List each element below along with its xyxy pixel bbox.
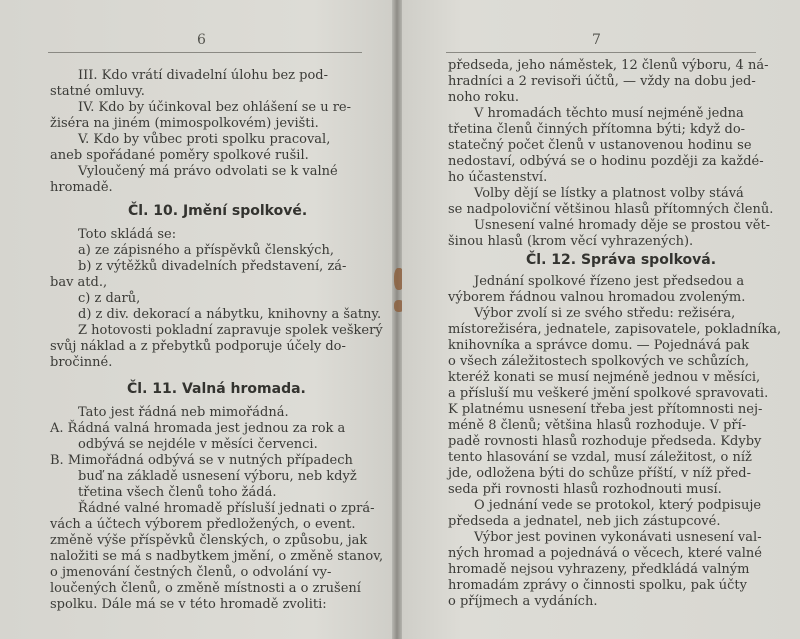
text-line: Výbor jest povinen vykonávati usnesení val- bbox=[474, 530, 762, 545]
text-line: o všech záležitostech spolkových ve schůzích, bbox=[448, 354, 750, 369]
text-line: V. Kdo by vůbec proti spolku pracoval, bbox=[78, 132, 331, 147]
text-line: Usnesení valné hromady děje se prostou vět- bbox=[474, 218, 771, 233]
text-line: jde, odložena býti do schůze příští, v níž před- bbox=[448, 466, 752, 481]
text-line: knihovníka a správce domu. — Pojednává pak bbox=[448, 338, 750, 353]
text-line: Řádné valné hromadě přísluší jednati o zprá- bbox=[78, 501, 375, 516]
text-line: Jednání spolkové řízeno jest předsedou a bbox=[474, 274, 745, 289]
text-line: padě rovnosti hlasů rozhoduje předseda. Kdyby bbox=[448, 434, 762, 449]
text-line: méně 8 členů; většina hlasů rozhoduje. V pří- bbox=[448, 418, 747, 433]
left-page bbox=[0, 0, 392, 639]
text-line: Volby dějí se lístky a platnost volby stává bbox=[474, 186, 744, 201]
text-line: loučených členů, o změně místnosti a o zrušení bbox=[50, 581, 361, 596]
text-line: žiséra na jiném (mimospolkovém) jevišti. bbox=[50, 116, 319, 131]
text-line: odbývá se nejdéle v měsíci červenci. bbox=[78, 437, 318, 452]
text-line: B. Mimořádná odbývá se v nutných případech bbox=[50, 453, 353, 468]
text-line: K platnému usnesení třeba jest přítomnosti nej- bbox=[448, 402, 763, 417]
text-line: seda při rovnosti hlasů rozhodnouti musí. bbox=[448, 482, 722, 497]
text-line: V hromadách těchto musí nejméně jedna bbox=[474, 106, 744, 121]
text-line: tento hlasování se vzdal, musí záležitost, o níž bbox=[448, 450, 752, 465]
header-rule bbox=[48, 52, 362, 53]
text-line: svůj náklad a z přebytků podporuje účely do- bbox=[50, 339, 346, 354]
text-line: Toto skládá se: bbox=[78, 227, 177, 242]
text-line: ho účastenství. bbox=[448, 170, 548, 185]
text-line: hradníci a 2 revisoři účtů, — vždy na dobu jed- bbox=[448, 74, 756, 89]
section-heading: Čl. 11. Valná hromada. bbox=[127, 381, 306, 397]
header-rule bbox=[446, 52, 756, 53]
text-line: IV. Kdo by účinkoval bez ohlášení se u re- bbox=[78, 100, 352, 115]
text-line: nedostaví, odbývá se o hodinu později za každé- bbox=[448, 154, 764, 169]
section-heading: Čl. 10. Jmění spolkové. bbox=[128, 203, 308, 219]
text-line: spolku. Dále má se v této hromadě zvoliti: bbox=[50, 597, 327, 612]
text-line: o jmenování čestných členů, o odvolání vy- bbox=[50, 565, 332, 580]
text-line: a) ze zápisného a příspěvků členských, bbox=[78, 243, 334, 258]
text-line: Tato jest řádná neb mimořádná. bbox=[78, 405, 289, 420]
text-line: d) z div. dekorací a nábytku, knihovny a šatny. bbox=[78, 307, 382, 322]
text-line: b) z výtěžků divadelních představení, zá- bbox=[78, 259, 347, 274]
text-line: a přísluší mu veškeré jmění spolkové spravovati. bbox=[448, 386, 769, 401]
text-line: III. Kdo vrátí divadelní úlohu bez pod- bbox=[78, 68, 328, 83]
text-line: hromadě. bbox=[50, 180, 113, 195]
text-line: O jednání vede se protokol, který podpisuje bbox=[474, 498, 762, 513]
page-number: 7 bbox=[592, 32, 601, 48]
section-heading: Čl. 12. Správa spolková. bbox=[526, 252, 717, 268]
text-line: třetina všech členů toho žádá. bbox=[78, 485, 277, 500]
book-gutter bbox=[392, 0, 402, 639]
text-line: noho roku. bbox=[448, 90, 519, 105]
text-line: ných hromad a pojednává o věcech, které valné bbox=[448, 546, 762, 561]
text-line: předseda, jeho náměstek, 12 členů výboru, 4 ná- bbox=[448, 58, 769, 73]
text-line: vách a účtech výborem předložených, o event. bbox=[50, 517, 356, 532]
text-line: změně výše příspěvků členských, o způsobu, jak bbox=[50, 533, 368, 548]
text-line: předseda a jednatel, neb jich zástupcové. bbox=[448, 514, 721, 529]
text-line: naložiti se má s nadbytkem jmění, o změně stanov, bbox=[50, 549, 384, 564]
text-line: bročinné. bbox=[50, 355, 113, 370]
right-page bbox=[402, 0, 800, 639]
text-line: aneb spořádané poměry spolkové rušil. bbox=[50, 148, 309, 163]
page-number: 6 bbox=[197, 32, 206, 48]
text-line: Výbor zvolí si ze svého středu: režiséra, bbox=[474, 306, 736, 321]
text-line: statečný počet členů v ustanovenou hodinu se bbox=[448, 138, 752, 153]
text-line: hromadě nejsou vyhrazeny, předkládá valným bbox=[448, 562, 750, 577]
text-line: kteréž konati se musí nejméně jednou v měsíci, bbox=[448, 370, 761, 385]
text-line: c) z darů, bbox=[78, 291, 141, 306]
text-line: bav atd., bbox=[50, 275, 108, 290]
text-line: hromadám zprávy o činnosti spolku, pak účty bbox=[448, 578, 747, 593]
text-line: šinou hlasů (krom věcí vyhrazených). bbox=[448, 234, 694, 249]
text-line: statné omluvy. bbox=[50, 84, 145, 99]
text-line: se nadpoloviční většinou hlasů přítomných členů. bbox=[448, 202, 774, 217]
text-line: třetina členů činných přítomna býti; když do- bbox=[448, 122, 746, 137]
text-line: Vyloučený má právo odvolati se k valné bbox=[78, 164, 338, 179]
text-line: výborem řádnou valnou hromadou zvoleným. bbox=[448, 290, 746, 305]
text-line: Z hotovosti pokladní zapravuje spolek veškerý bbox=[78, 323, 383, 338]
text-line: místorežiséra, jednatele, zapisovatele, pokladníka, bbox=[448, 322, 782, 337]
text-line: o příjmech a vydáních. bbox=[448, 594, 598, 609]
text-line: A. Řádná valná hromada jest jednou za rok a bbox=[50, 421, 346, 436]
text-line: buď na základě usnesení výboru, neb když bbox=[78, 469, 357, 484]
